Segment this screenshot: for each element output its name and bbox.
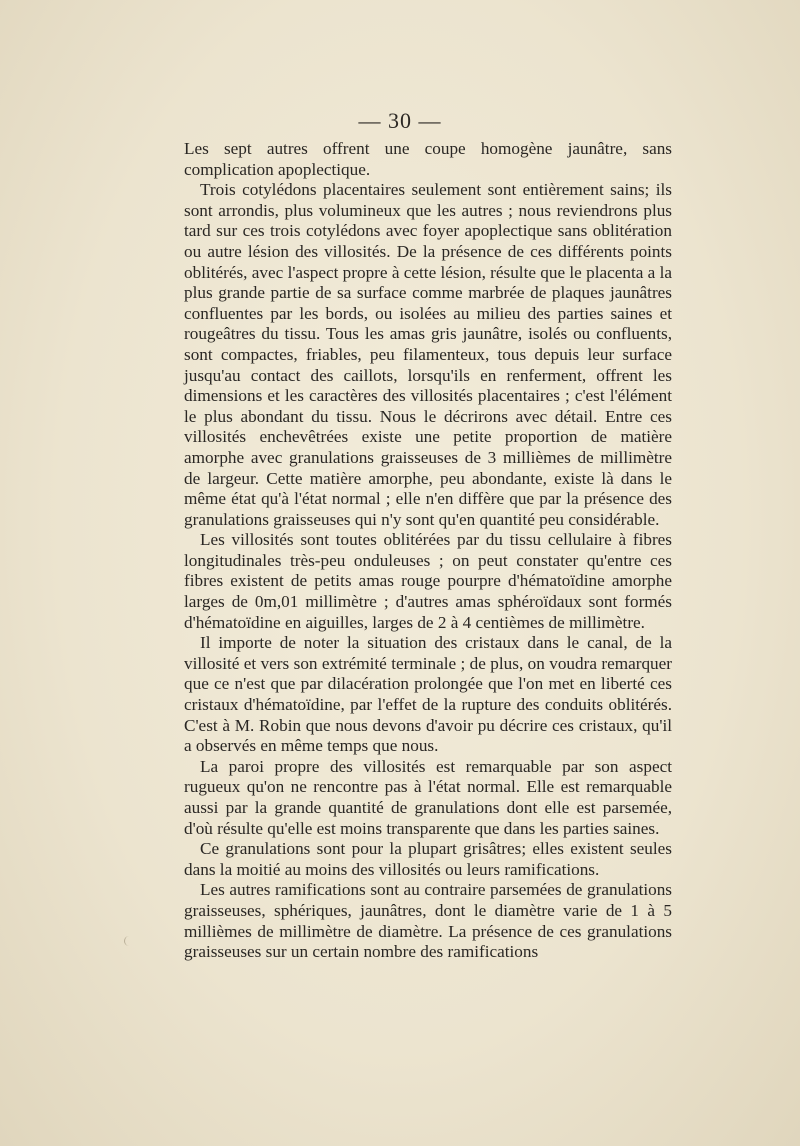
paragraph-1: Les sept autres offrent une coupe homogène jaunâtre, sans complication apoplectique. [184,139,672,179]
paragraph-4: Il importe de noter la situation des cristaux dans le canal, de la villosité et vers son extrémité terminale ; de plus, on voudra remarquer que ce n'est que par dilacération prolongée que l'on met en liberté ces cristaux d'hématoïdine, par l'effet de la rupture des conduits oblitérés. C'est à M. Robin que nous devons d'avoir pu décrire ces cristaux, qu'il a observés en même temps que nous. [184,633,672,756]
paragraph-7: Les autres ramifications sont au contraire parsemées de granulations graisseuses, sphériques, jaunâtres, dont le diamètre varie de 1 à 5 millièmes de millimètre de diamètre. La présence de ces granulations graisseuses sur un certain nombre des ramifications [184,880,672,962]
margin-pencil-mark [124,936,131,946]
paragraph-2: Trois cotylédons placentaires seulement sont entièrement sains; ils sont arrondis, plus volumineux que les autres ; nous reviendrons plus tard sur ces trois cotylédons avec foyer apoplectique sans oblitération ou autre lésion des villosités. De la présence de ces différents points oblitérés, avec l'aspect propre à cette lésion, résulte que le placenta a la plus grande partie de sa surface comme marbrée de plaques jaunâtres confluentes par les bords, ou isolées au milieu des parties saines et rougeâtres du tissu. Tous les amas gris jaunâtre, isolés ou confluents, sont compactes, friables, peu filamenteux, tous depuis leur surface jusqu'au contact des caillots, lorsqu'ils en renferment, offrent les dimensions et les caractères des villosités placentaires ; c'est l'élément le plus abondant du tissu. Nous le décrirons avec détail. Entre ces villosités enchevêtrées existe une petite proportion de matière amorphe avec granulations graisseuses de 3 millièmes de millimètre de largeur. Cette matière amorphe, peu abondante, existe là dans le même état qu'à l'état normal ; elle n'en diffère que par la présence des granulations graisseuses qui n'y sont qu'en quantité peu considérable. [184,180,672,529]
paragraph-3: Les villosités sont toutes oblitérées par du tissu cellulaire à fibres longitudinales très-peu onduleuses ; on peut constater qu'entre ces fibres existent de petits amas rouge pourpre d'hématoïdine amorphe larges de 0m,01 millimètre ; d'autres amas sphéroïdaux sont formés d'hématoïdine en aiguilles, larges de 2 à 4 centièmes de millimètre. [184,530,672,632]
paragraph-6: Ce granulations sont pour la plupart grisâtres; elles existent seules dans la moitié au moins des villosités ou leurs ramifications. [184,839,672,879]
body-text [184,139,672,963]
page-number: — 30 — [358,108,442,133]
paragraph-5: La paroi propre des villosités est remarquable par son aspect rugueux qu'on ne rencontre pas à l'état normal. Elle est remarquable aussi par la grande quantité de granulations dont elle est parsemée, d'où résulte qu'elle est moins transparente que dans les parties saines. [184,756,672,838]
